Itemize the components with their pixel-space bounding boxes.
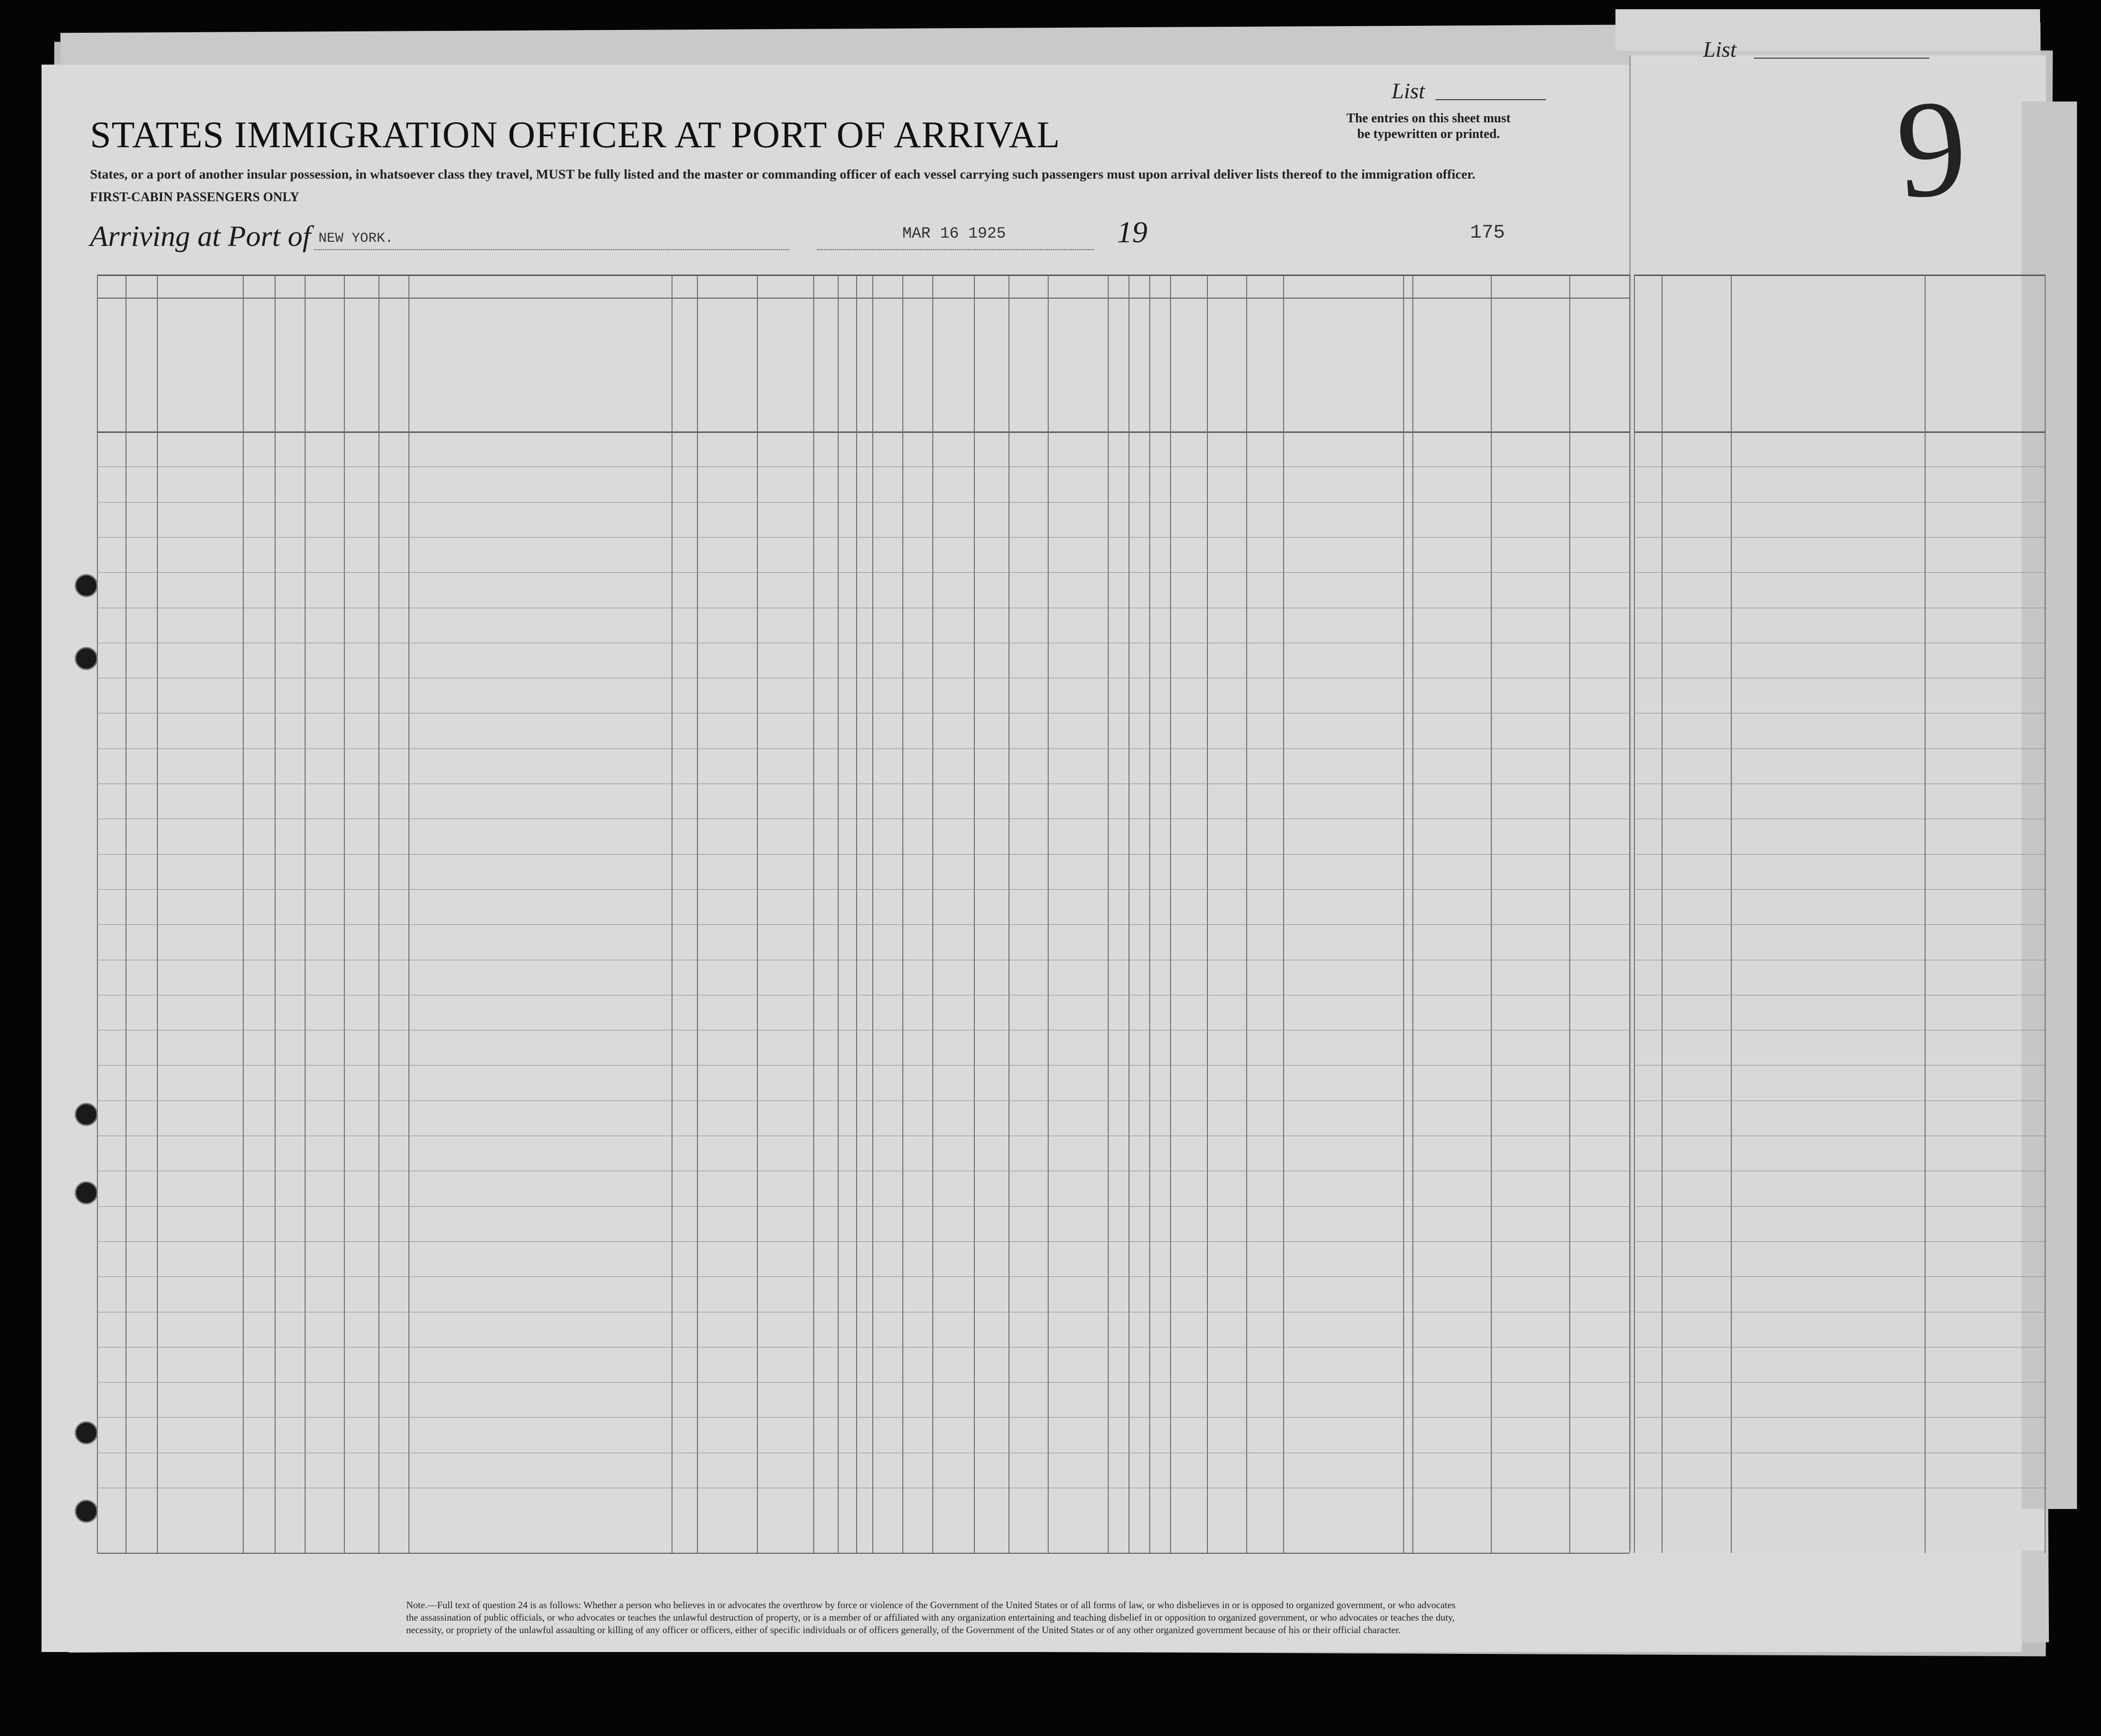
- row-rule: [97, 924, 1629, 925]
- binder-hole: [75, 647, 98, 670]
- right-column-rule: [2045, 275, 2046, 1553]
- table-top-border: [97, 275, 1629, 276]
- header-prison: [877, 307, 900, 418]
- year-prefix: 19: [1117, 216, 1147, 249]
- right-row-rule: [1634, 748, 2045, 749]
- table-bottom-border: [97, 1553, 1629, 1554]
- right-row-rule: [1634, 502, 2045, 503]
- header-money: [247, 305, 270, 425]
- right-row-rule: [1634, 537, 2045, 538]
- right-row-rule: [1634, 1276, 2045, 1277]
- right-row-rule: [1634, 1417, 2045, 1418]
- binder-hole: [75, 1103, 98, 1126]
- binder-hole: [75, 1500, 98, 1523]
- header-polygamist: [905, 307, 928, 418]
- binder-hole: [75, 1181, 98, 1204]
- right-header-border: [1634, 431, 2045, 433]
- right-row-rule: [1634, 1065, 2045, 1066]
- row-rule: [97, 748, 1629, 749]
- right-row-rule: [1634, 572, 2045, 573]
- row-rule: [97, 1417, 1629, 1418]
- arriving-label: Arriving at Port of: [90, 220, 311, 252]
- right-row-rule: [1634, 1241, 2045, 1242]
- typewritten-note: The entries on this sheet must be typewritten or printed.: [1346, 111, 1511, 141]
- row-rule: [97, 1065, 1629, 1066]
- instructions: States, or a port of another insular possession, in whatsoever class they travel, MUST be fully listed and the master or commanding officer of each vessel carrying such passengers must upon arrival deliver lists thereof to the immigration officer.: [90, 167, 1476, 182]
- first-cabin-note: FIRST-CABIN PASSENGERS ONLY: [90, 190, 300, 204]
- list-label: List: [1392, 79, 1425, 103]
- header-number-border: [97, 298, 1629, 299]
- handwritten-list-number: 9: [1891, 70, 1972, 227]
- right-row-rule: [1634, 854, 2045, 855]
- list-label-top: List: [1703, 37, 1737, 62]
- page-number: 175: [1470, 221, 1505, 244]
- row-rule: [97, 889, 1629, 890]
- header-ticket: [130, 305, 153, 425]
- row-rule: [97, 1382, 1629, 1383]
- footnote: Note.—Full text of question 24 is as follows: Whether a person who believes in or advocates the overthrow by force or violence of the Government of the United States or of all forms of law, or who disbelieves in or is opposed to organized government, or who advocates the assassination of public officials, or who advocates or teaches the unlawful destruction of property, or is a member of or affiliated with any organization entertaining and teaching disbelief in or opposition to organized government, or who advocates or teaches the duty, necessity, or propriety of the unlawful assaulting or killing of any officer or officers, either of specific individuals or of officers generally, of the Government of the United States or of any other organized government because of his or their official character.: [406, 1599, 1456, 1635]
- arrival-date: MAR 16 1925: [902, 225, 1006, 243]
- row-rule: [97, 572, 1629, 573]
- row-rule: [97, 1276, 1629, 1277]
- header-overthrow: [976, 307, 1004, 418]
- header-anarchist: [935, 307, 958, 418]
- row-rule: [97, 537, 1629, 538]
- right-row-rule: [1634, 1382, 2045, 1383]
- column-rule: [1629, 275, 1630, 1553]
- row-rule: [97, 1241, 1629, 1242]
- binder-hole: [75, 574, 98, 597]
- right-row-rule: [1634, 924, 2045, 925]
- header-bottom-border: [97, 431, 1629, 433]
- binder-hole: [75, 1421, 98, 1444]
- port-value: NEW YORK.: [318, 231, 394, 246]
- header-deported: [1052, 307, 1080, 418]
- right-top-border: [1634, 275, 2045, 276]
- row-rule: [97, 854, 1629, 855]
- row-rule: [97, 502, 1629, 503]
- right-row-rule: [1634, 1206, 2045, 1207]
- header-offer: [1012, 307, 1042, 418]
- page-title: STATES IMMIGRATION OFFICER AT PORT OF ARRIVAL: [90, 114, 1061, 156]
- right-row-rule: [1634, 889, 2045, 890]
- row-rule: [97, 1206, 1629, 1207]
